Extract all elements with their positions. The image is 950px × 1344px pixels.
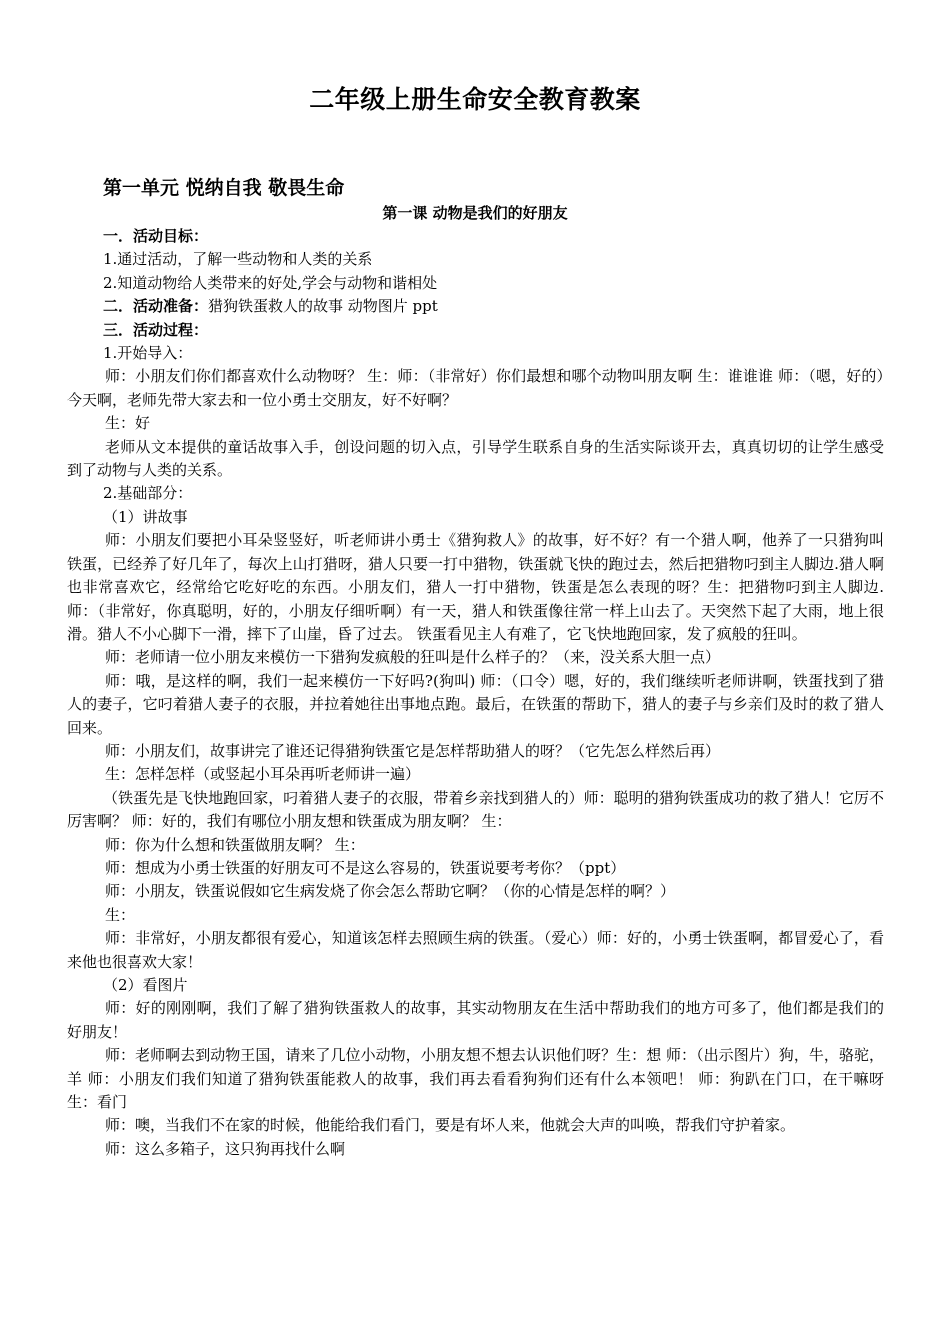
paragraph: 师：老师啊去到动物王国，请来了几位小动物，小朋友想不想去认识他们呀？生：想 师：（出示图片）狗，牛，骆驼，羊 师：小朋友们我们知道了猎狗铁蛋能救人的故事，我们再去看看狗狗们还有什么本领吧！ 师：狗趴在门口，在干嘛呀 生：看门 xyxy=(67,1046,884,1112)
paragraph: （铁蛋先是飞快地跑回家，叼着猎人妻子的衣服，带着乡亲找到猎人的）师：聪明的猎狗铁蛋成功的救了猎人！它厉不厉害啊？ 师：好的，我们有哪位小朋友想和铁蛋成为朋友啊？ 生： xyxy=(67,788,884,831)
paragraph: 师：小朋友，铁蛋说假如它生病发烧了你会怎么帮助它啊？（你的心情是怎样的啊？） xyxy=(105,882,676,901)
section-heading-preparation: 二．活动准备： xyxy=(103,297,209,316)
paragraph: 师：你为什么想和铁蛋做朋友啊？ 生： xyxy=(105,835,365,854)
goal-item: 1.通过活动，了解一些动物和人类的关系 xyxy=(103,250,373,269)
sub-heading: （2）看图片 xyxy=(103,976,188,994)
paragraph: 生： xyxy=(105,905,136,924)
goal-item: 2.知道动物给人类带来的好处,学会与动物和谐相处 xyxy=(103,273,438,292)
lesson-heading: 第一课 动物是我们的好朋友 xyxy=(382,204,568,222)
paragraph: 师：这么多箱子，这只狗再找什么啊 xyxy=(105,1139,346,1158)
paragraph: 生：好 xyxy=(105,414,151,433)
section-heading-goals: 一．活动目标： xyxy=(103,227,209,245)
sub-heading: （1）讲故事 xyxy=(103,507,188,526)
step-heading: 1.开始导入： xyxy=(103,344,193,363)
paragraph: 师：老师请一位小朋友来模仿一下猎狗发疯般的狂叫是什么样子的？（来，没关系大胆一点） xyxy=(105,648,721,667)
preparation-text: 猎狗铁蛋救人的故事 动物图片 ppt xyxy=(208,297,438,316)
paragraph: 师：好的刚刚啊，我们了解了猎狗铁蛋救人的故事，其实动物朋友在生活中帮助我们的地方可多了，他们都是我们的好朋友！ xyxy=(67,999,884,1041)
document-title: 二年级上册生命安全教育教案 xyxy=(309,85,641,114)
lesson-body xyxy=(67,225,884,1161)
paragraph: 师：小朋友们，故事讲完了谁还记得猎狗铁蛋它是怎样帮助猎人的呀？（它先怎么样然后再） xyxy=(105,741,721,760)
paragraph: 老师从文本提供的童话故事入手，创设问题的切入点，引导学生联系自身的生活实际谈开去，真真切切的让学生感受到了动物与人类的关系。 xyxy=(67,437,884,480)
paragraph: 师：小朋友们你们都喜欢什么动物呀？ 生：师：（非常好）你们最想和哪个动物叫朋友啊 生：谁谁谁 师：（嗯，好的）今天啊，老师先带大家去和一位小勇士交朋友，好不好啊？ xyxy=(67,367,884,409)
unit-heading: 第一单元 悦纳自我 敬畏生命 xyxy=(103,177,345,199)
section-heading-process: 三．活动过程： xyxy=(103,320,209,339)
paragraph: 师：哦，是这样的啊，我们一起来模仿一下好吗?(狗叫) 师：（口令）嗯，好的，我们继续听老师讲啊，铁蛋找到了猎人的妻子，它叼着猎人妻子的衣服，并拉着她往出事地点跑。最后，在铁蛋的帮助下，猎人的妻子与乡亲们及时的救了猎人回来。 xyxy=(67,671,884,737)
paragraph: 生：怎样怎样（或竖起小耳朵再听老师讲一遍） xyxy=(105,765,421,784)
paragraph: 师：非常好，小朋友都很有爱心，知道该怎样去照顾生病的铁蛋。（爱心）师：好的，小勇士铁蛋啊，都冒爱心了，看来他也很喜欢大家！ xyxy=(67,929,884,971)
paragraph: 师：小朋友们要把小耳朵竖竖好，听老师讲小勇士《猎狗救人》的故事，好不好？有一个猎人啊，他养了一只猎狗叫铁蛋，已经养了好几年了，每次上山打猎呀，猎人只要一打中猎物，铁蛋就飞快的跑过去，然后把猎物叼到主人脚边.猎人啊也非常喜欢它，经常给它吃好吃的东西。小朋友们，猎人一打中猎物，铁蛋是怎么表现的呀？生：把猎物叼到主人脚边. 师：（非常好，你真聪明，好的，小朋友仔细听啊）有一天，猎人和铁蛋像往常一样上山去了。天突然下起了大雨，地上很滑。猎人不小心脚下一滑，摔下了山崖，昏了过去。 铁蛋看见主人有难了，它飞快地跑回家，发了疯般的狂叫。 xyxy=(67,531,884,643)
paragraph: 师：噢，当我们不在家的时候，他能给我们看门，要是有坏人来，他就会大声的叫唤，帮我们守护着家。 xyxy=(105,1116,796,1135)
step-heading: 2.基础部分： xyxy=(103,484,193,503)
paragraph: 师：想成为小勇士铁蛋的好朋友可不是这么容易的，铁蛋说要考考你？（ppt） xyxy=(105,858,626,877)
section-preparation xyxy=(67,295,884,318)
